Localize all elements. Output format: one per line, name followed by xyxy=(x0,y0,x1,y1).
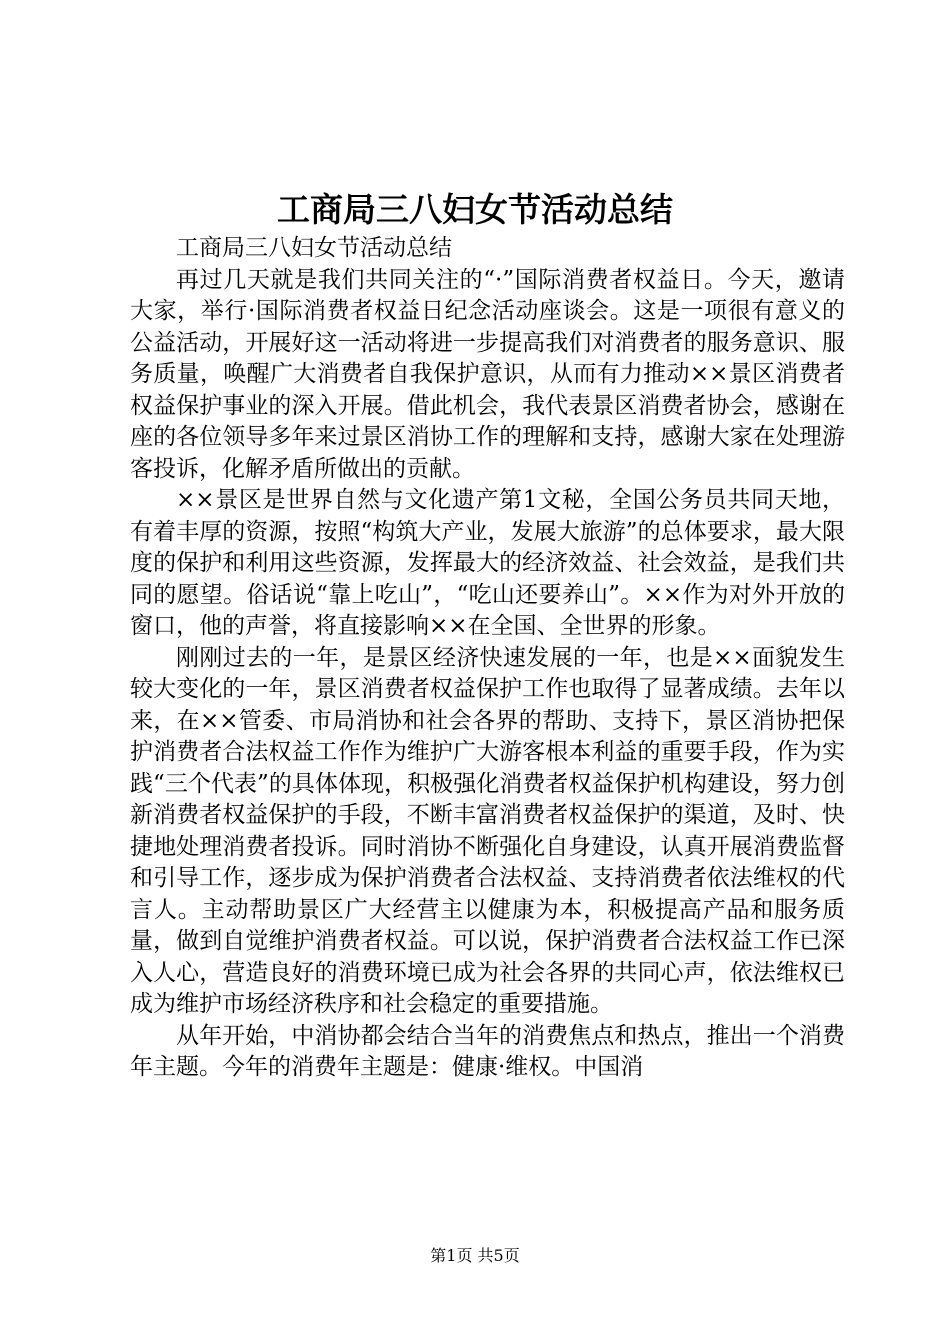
paragraph: 刚刚过去的一年，是景区经济快速发展的一年，也是××面貌发生较大变化的一年，景区消费者权益保护工作也取得了显著成绩。去年以来，在××管委、市局消协和社会各界的帮助、支持下，景区消协把保护消费者合法权益工作作为维护广大游客根本利益的重要手段，作为实践“三个代表”的具体体现，积极强化消费者权益保护机构建设，努力创新消费者权益保护的手段，不断丰富消费者权益保护的渠道，及时、快捷地处理消费者投诉。同时消协不断强化自身建设，认真开展消费监督和引导工作，逐步成为保护消费者合法权益、支持消费者依法维权的代言人。主动帮助景区广大经营主以健康为本，积极提高产品和服务质量，做到自觉维护消费者权益。可以说，保护消费者合法权益工作已深入人心，营造良好的消费环境已成为社会各界的共同心声，依法维权已成为维护市场经济秩序和社会稳定的重要措施。 xyxy=(130,644,845,1017)
document-title: 工商局三八妇女节活动总结 xyxy=(277,190,673,229)
page-footer: 第1页 共5页 xyxy=(430,1246,520,1265)
paragraph-subtitle: 工商局三八妇女节活动总结 xyxy=(176,235,452,261)
document-body xyxy=(130,233,845,1084)
paragraph: 从年开始，中消协都会结合当年的消费焦点和热点，推出一个消费年主题。今年的消费年主题是：健康·维权。中国消 xyxy=(130,1022,845,1080)
paragraph: 再过几天就是我们共同关注的“·”国际消费者权益日。今天，邀请大家，举行·国际消费者权益日纪念活动座谈会。这是一项很有意义的公益活动，开展好这一活动将进一步提高我们对消费者的服务意识、服务质量，唤醒广大消费者自我保护意识，从而有力推动××景区消费者权益保护事业的深入开展。借此机会，我代表景区消费者协会，感谢在座的各位领导多年来过景区消协工作的理解和支持，感谢大家在处理游客投诉，化解矛盾所做出的贡献。 xyxy=(130,266,845,482)
paragraph: ××景区是世界自然与文化遗产第1文秘，全国公务员共同天地，有着丰厚的资源，按照“构筑大产业，发展大旅游”的总体要求，最大限度的保护和利用这些资源，发挥最大的经济效益、社会效益，是我们共同的愿望。俗话说“靠上吃山”，“吃山还要养山”。××作为对外开放的窗口，他的声誉，将直接影响××在全国、全世界的形象。 xyxy=(130,487,845,639)
